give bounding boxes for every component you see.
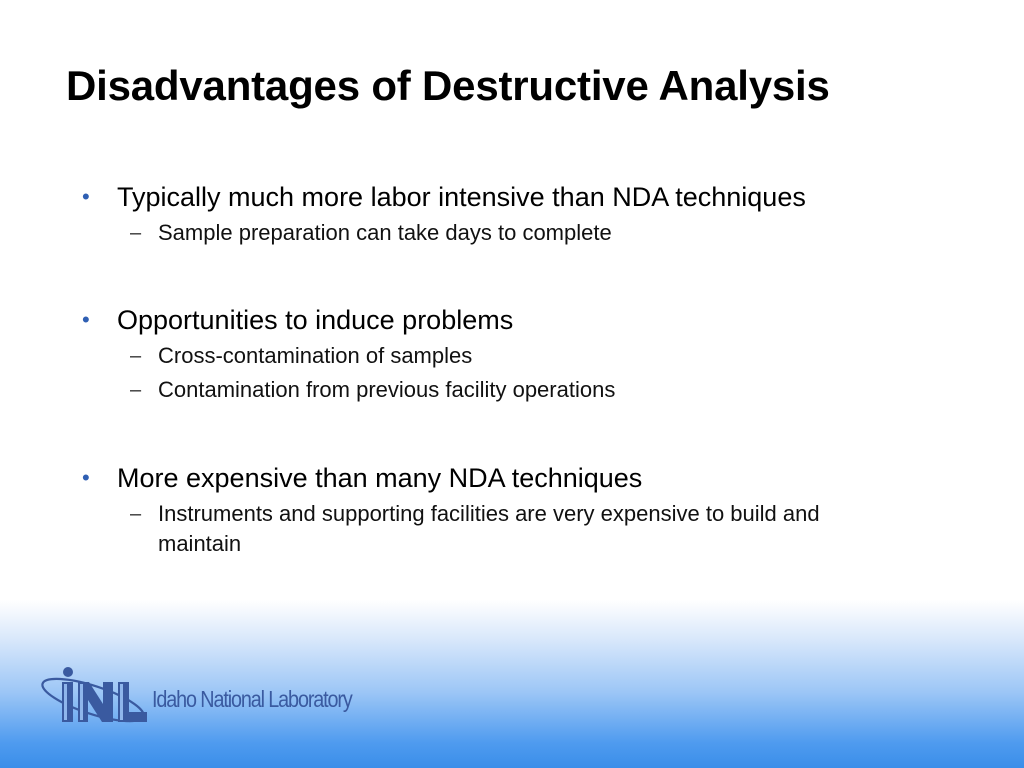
sub-bullet-item [82,341,932,375]
sub-bullet-list [82,341,932,409]
bullet-text: Typically much more labor intensive than NDA techniques [117,182,806,212]
sub-bullet-marker: – [130,222,142,244]
sub-bullet-item [82,375,932,409]
sub-bullet-item [82,218,932,252]
slide-title: Disadvantages of Destructive Analysis [66,62,830,109]
sub-bullet-list [82,218,932,252]
sub-bullet-text: Cross-contamination of samples [158,343,473,368]
bullet-text: Opportunities to induce problems [117,305,514,335]
sub-bullet-text: Instruments and supporting facilities are very expensive to build and maintain [158,501,820,556]
inl-logo [38,662,358,732]
inl-atom-logo-icon [38,662,158,732]
sub-bullet-list [82,499,932,563]
sub-bullet-marker: – [130,503,142,525]
bullet-marker: • [82,307,90,332]
sub-bullet-marker: – [130,379,142,401]
sub-bullet-item [82,499,932,563]
bullet-text: More expensive than many NDA techniques [117,463,643,493]
sub-bullet-text: Contamination from previous facility operations [158,377,616,402]
logo-text: Idaho National Laboratory [152,686,352,712]
sub-bullet-marker: – [130,345,142,367]
bullet-marker: • [82,465,90,490]
sub-bullet-text: Sample preparation can take days to complete [158,220,612,245]
bullet-marker: • [82,184,90,209]
